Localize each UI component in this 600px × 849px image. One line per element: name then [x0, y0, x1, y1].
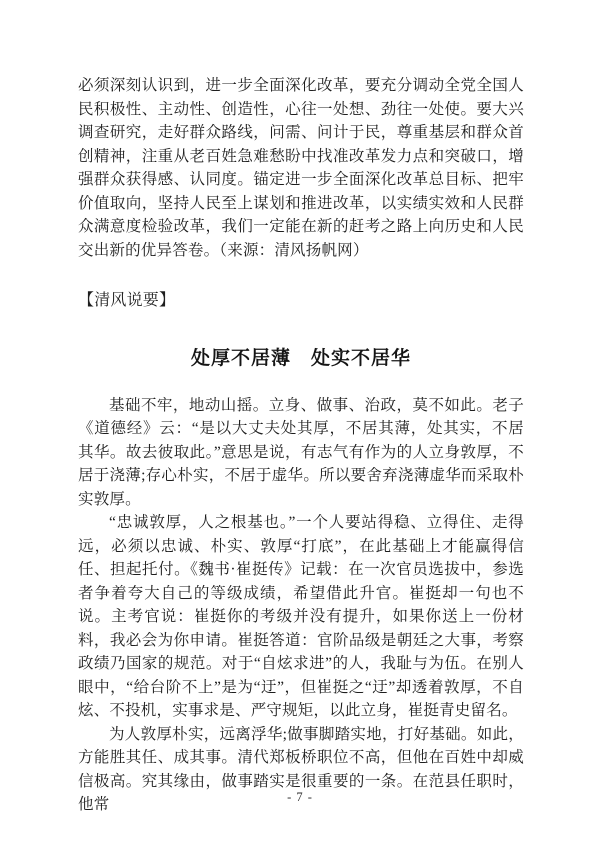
page-number: - 7 -: [287, 790, 313, 804]
article-title: 处厚不居薄 处实不居华: [190, 347, 411, 369]
body-paragraph-2: “忠诚敦厚，人之根基也。”一个人要站得稳、立得住、走得远，必须以忠诚、朴实、敦厚“打底”，在此基础上才能赢得信任、担起托付。《魏书·崔挺传》记载：在一次官员选拔中，参选者争着夸大自己的等级成绩，希望借此升官。崔挺却一句也不说。主考官说：崔挺你的考级并没有提升，如果你送上一份材料，我必会为你申请。崔挺答道：官阶品级是朝廷之大事，考察政绩乃国家的规范。对于“自炫求进”的人，我耻与为伍。在别人眼中，“给台阶不上”是为“迂”，但崔挺之“迂”却透着敦厚，不自炫、不投机，实事求是、严守规矩，以此立身，崔挺青史留名。: [78, 514, 524, 719]
body-paragraph-1: 基础不牢，地动山摇。立身、做事、治政，莫不如此。老子《道德经》云：“是以大丈夫处其厚，不居其薄，处其实，不居其华。故去彼取此。”意思是说，有志气有作为的人立身敦厚，不居于浇薄;存心朴实，不居于虚华。所以要舍弃浇薄虚华而采取朴实敦厚。: [78, 396, 524, 508]
body-paragraph-3: 为人敦厚朴实，远离浮华;做事脚踏实地，打好基础。如此，方能胜其任、成其事。清代郑板桥职位不高，但他在百姓中却威信极高。究其缘由，做事踏实是很重要的一条。在范县任职时，他常: [78, 725, 524, 813]
continuation-paragraph: 必须深刻认识到，进一步全面深化改革，要充分调动全党全国人民积极性、主动性、创造性，心往一处想、劲往一处使。要大兴调查研究，走好群众路线，问需、问计于民，尊重基层和群众首创精神，注重从老百姓急难愁盼中找准改革发力点和突破口，增强群众获得感、认同度。锚定进一步全面深化改革总目标、把牢价值取向，坚持人民至上谋划和推进改革，以实绩实效和人民群众满意度检验改革，我们一定能在新的赶考之路上向历史和人民交出新的优异答卷。（来源：清风扬帆网）: [78, 77, 524, 259]
section-header: 【清风说要】: [78, 292, 176, 309]
